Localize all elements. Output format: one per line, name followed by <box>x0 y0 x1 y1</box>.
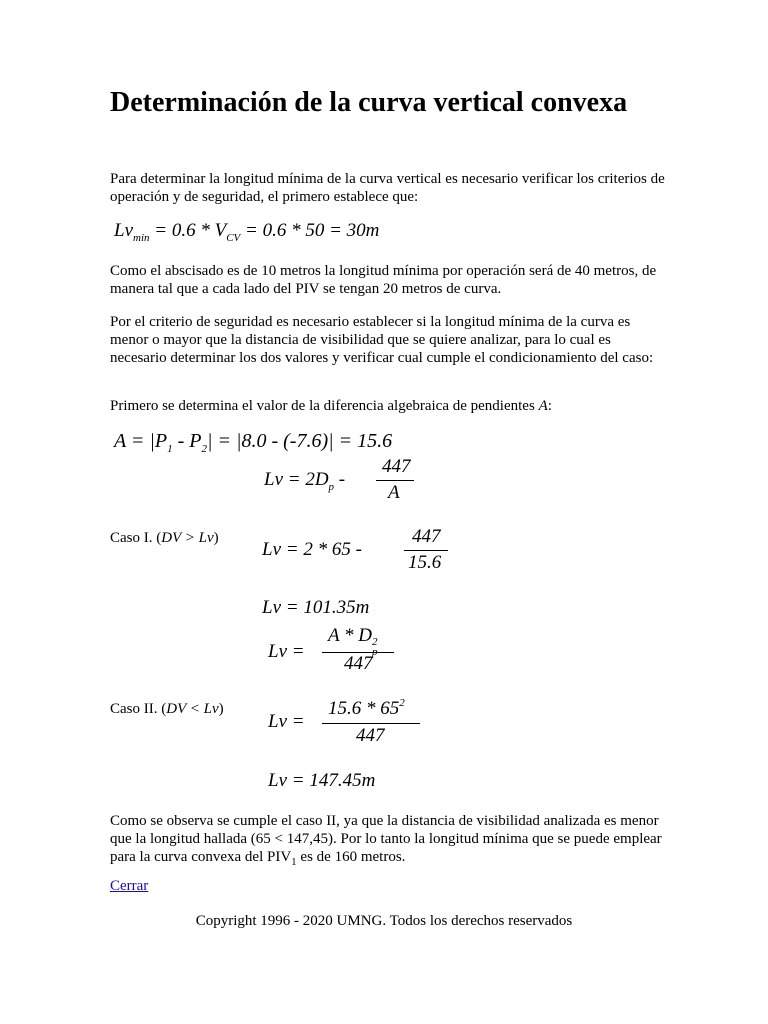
eq1-lhs-sub: min <box>133 232 150 244</box>
eq2-c: | = |8.0 - (-7.6)| = 15.6 <box>206 430 393 452</box>
eq6-num-sup: 2 <box>371 636 378 648</box>
eq2-sub1: 1 <box>167 443 173 455</box>
p4-suffix: : <box>547 398 552 414</box>
paragraph-abscisado: Como el abscisado es de 10 metros la longitud mínima por operación será de 40 metros, de manera tal que a cada lado del PIV se tengan 20 metros de curva. <box>110 263 657 297</box>
eq2-b: - P <box>172 430 202 452</box>
caso1-prefix: Caso I. ( <box>110 530 162 546</box>
paragraph-diferencia-algebraica <box>110 397 670 415</box>
eq3-denominator: A <box>388 482 400 503</box>
paragraph-conclusion <box>110 812 670 871</box>
p4-prefix: Primero se determina el valor de la diferencia algebraica de pendientes <box>110 398 539 414</box>
equation-lv-result-2: Lv = 147.45m <box>268 770 376 791</box>
eq4-lhs: Lv = 2 * 65 - <box>262 539 362 560</box>
eq7-fraction-bar <box>322 723 420 724</box>
equation-lv-general-lhs <box>264 469 345 493</box>
equation-lv-result-1: Lv = 101.35m <box>262 597 370 618</box>
eq1-mid: = 0.6 * V <box>149 220 227 241</box>
equation-lv-min <box>114 220 379 244</box>
cerrar-link[interactable]: Cerrar <box>110 878 149 894</box>
eq3-lhs: Lv = 2D <box>264 469 329 490</box>
eq4-numerator: 447 <box>412 526 441 547</box>
eq3-sub: p <box>328 481 335 493</box>
eq1-rhs: = 0.6 * 50 = 30m <box>240 220 380 241</box>
eq4-denominator: 15.6 <box>408 552 442 573</box>
p5-sub: 1 <box>291 856 297 868</box>
eq7-num: 15.6 * 65 <box>328 698 400 719</box>
paragraph-intro: Para determinar la longitud mínima de la curva vertical es necesario verificar los criterios de operación y de seguridad, el primero establece que: <box>110 171 665 205</box>
eq3-minus: - <box>334 469 346 490</box>
eq2-a: A = |P <box>114 430 168 452</box>
eq7-lhs: Lv = <box>268 711 305 732</box>
eq4-fraction-bar <box>404 550 448 551</box>
eq3-numerator: 447 <box>382 456 411 477</box>
p5a: Como se observa se cumple el caso II, ya que la distancia de visibilidad analizada es menor que la longitud hallada (65 < 147,45). Por lo tanto la longitud mínima que se puede emplear para la curva convexa del PIV <box>110 813 662 865</box>
eq1-mid-sub: CV <box>226 232 241 244</box>
caso2-expr: DV < Lv <box>166 701 219 717</box>
eq7-denominator: 447 <box>356 725 385 746</box>
eq3-fraction-bar <box>376 480 414 481</box>
p4-var: A <box>538 398 548 414</box>
caso2-suffix: ) <box>218 701 224 717</box>
page-title: Determinación de la curva vertical convexa <box>110 87 628 118</box>
eq6-denominator: 447 <box>344 653 373 674</box>
caso2-prefix: Caso II. ( <box>110 701 167 717</box>
copyright-footer: Copyright 1996 - 2020 UMNG. Todos los derechos reservados <box>195 913 573 929</box>
caso-2-label <box>110 701 224 718</box>
caso-1-label <box>110 530 219 547</box>
eq7-num-sup: 2 <box>399 697 405 709</box>
equation-a-value <box>114 430 392 455</box>
eq2-sub2: 2 <box>201 443 207 455</box>
eq6-lhs: Lv = <box>268 641 305 662</box>
eq6-num-a: A * D <box>328 625 372 646</box>
paragraph-criterio-seguridad: Por el criterio de seguridad es necesario establecer si la longitud mínima de la curva es menor o mayor que la distancia de visibilidad que se quiere analizar, para lo cual es necesario determinar los dos valores y verificar cual cumple el condicionamiento del caso: <box>110 314 654 366</box>
caso1-expr: DV > Lv <box>161 530 214 546</box>
caso1-suffix: ) <box>213 530 219 546</box>
eq1-lhs: Lv <box>114 220 133 241</box>
eq7-numerator <box>328 697 405 720</box>
p5b: es de 160 metros. <box>296 849 406 865</box>
